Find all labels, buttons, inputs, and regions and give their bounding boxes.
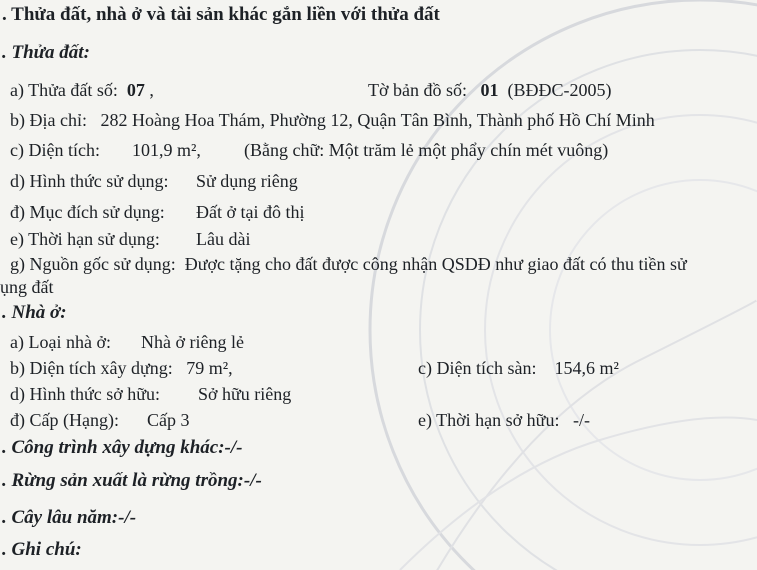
perennial-heading: . Cây lâu năm:-/- (2, 507, 137, 528)
use-form-value: Sử dụng riêng (196, 171, 298, 191)
area-value: 101,9 m², (132, 140, 201, 160)
purpose-value: Đất ở tại đô thị (196, 202, 305, 222)
parcel-number: 07 (126, 80, 145, 100)
address-value: 282 Hoàng Hoa Thám, Phường 12, Quận Tân Bình, Thành phố Hồ Chí Minh (100, 110, 655, 130)
floor-area-value: 154,6 m² (554, 358, 619, 378)
own-term-value: -/- (572, 410, 590, 430)
house-type-value: Nhà ở riêng lẻ (141, 332, 244, 352)
grade-label: đ) Cấp (Hạng): (10, 410, 119, 430)
map-number: 01 (480, 80, 499, 100)
grade-value: Cấp 3 (147, 410, 190, 430)
floor-area-row (418, 357, 619, 379)
build-area-label: b) Diện tích xây dựng: (10, 358, 173, 378)
map-label: Tờ bản đồ số: (368, 80, 468, 100)
purpose-label: đ) Mục đích sử dụng: (10, 202, 165, 222)
build-area-value: 79 m², (186, 358, 233, 378)
origin-label: g) Nguồn gốc sử dụng: (10, 254, 176, 274)
map-note: (BĐĐC-2005) (507, 80, 612, 100)
floor-area-label: c) Diện tích sàn: (418, 358, 537, 378)
area-row (10, 139, 100, 161)
address-label: b) Địa chỉ: (10, 110, 87, 130)
parcel-label: a) Thửa đất số: (10, 80, 118, 100)
term-label: e) Thời hạn sử dụng: (10, 229, 160, 249)
other-construction-heading: . Công trình xây dựng khác:-/- (2, 437, 243, 458)
ownership-label: d) Hình thức sở hữu: (10, 384, 161, 404)
notes-heading: . Ghi chú: (2, 539, 82, 560)
origin-continuation: ụng đất (0, 277, 54, 297)
use-form-label: d) Hình thức sử dụng: (10, 171, 169, 191)
term-value: Lâu dài (196, 229, 251, 249)
parcel-number-row (10, 79, 154, 101)
house-type-label: a) Loại nhà ở: (10, 332, 111, 352)
ownership-value: Sở hữu riêng (198, 384, 292, 404)
origin-value: Được tặng cho đất được công nhận QSDĐ như giao đất có thu tiền sử (184, 254, 687, 274)
area-words: (Bằng chữ: Một trăm lẻ một phẩy chín mét vuông) (244, 140, 609, 160)
section-title: . Thửa đất, nhà ở và tài sản khác gắn liền với thửa đất (2, 4, 440, 25)
forest-heading: . Rừng sản xuất là rừng trồng:-/- (2, 470, 262, 491)
address-row (10, 109, 655, 131)
own-term-row (418, 409, 590, 431)
map-number-row (368, 79, 612, 101)
house-heading: . Nhà ở: (2, 302, 67, 323)
land-heading: . Thửa đất: (2, 42, 90, 63)
build-area-row (10, 357, 233, 379)
parcel-sep: , (149, 80, 154, 100)
origin-row (10, 253, 687, 275)
area-label: c) Diện tích: (10, 140, 100, 160)
own-term-label: e) Thời hạn sở hữu: (418, 410, 560, 430)
